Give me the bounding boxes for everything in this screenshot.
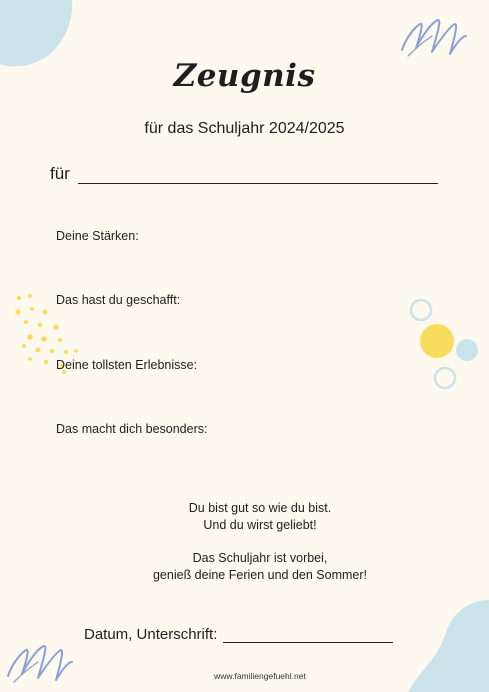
school-year-subtitle: für das Schuljahr 2024/2025 [144, 120, 345, 137]
signature-row [84, 626, 393, 643]
certificate-title: Zeugnis [173, 58, 316, 94]
closing-line-1: Du bist gut so wie du bist. [188, 501, 332, 515]
footer-url: www.familiengefuehl.net [214, 671, 306, 681]
scribble-top-right [402, 20, 466, 56]
signature-line [223, 627, 393, 643]
signature-label: Datum, Unterschrift: [84, 626, 218, 643]
name-label: für [50, 164, 70, 183]
closing-line-2: Und du wirst geliebt! [203, 518, 317, 532]
closing-line-4: genieß deine Ferien und den Sommer! [152, 568, 367, 582]
name-line [78, 166, 438, 184]
name-row [50, 164, 438, 184]
circles-right [411, 300, 478, 388]
section-experiences: Deine tollsten Erlebnisse: [56, 358, 198, 372]
blue-blob-top-left [0, 0, 72, 66]
closing-message [0, 500, 489, 584]
section-strengths: Deine Stärken: [56, 229, 139, 243]
section-special: Das macht dich besonders: [56, 422, 208, 436]
closing-line-3: Das Schuljahr ist vorbei, [192, 551, 328, 565]
section-achievements: Das hast du geschafft: [56, 293, 181, 307]
